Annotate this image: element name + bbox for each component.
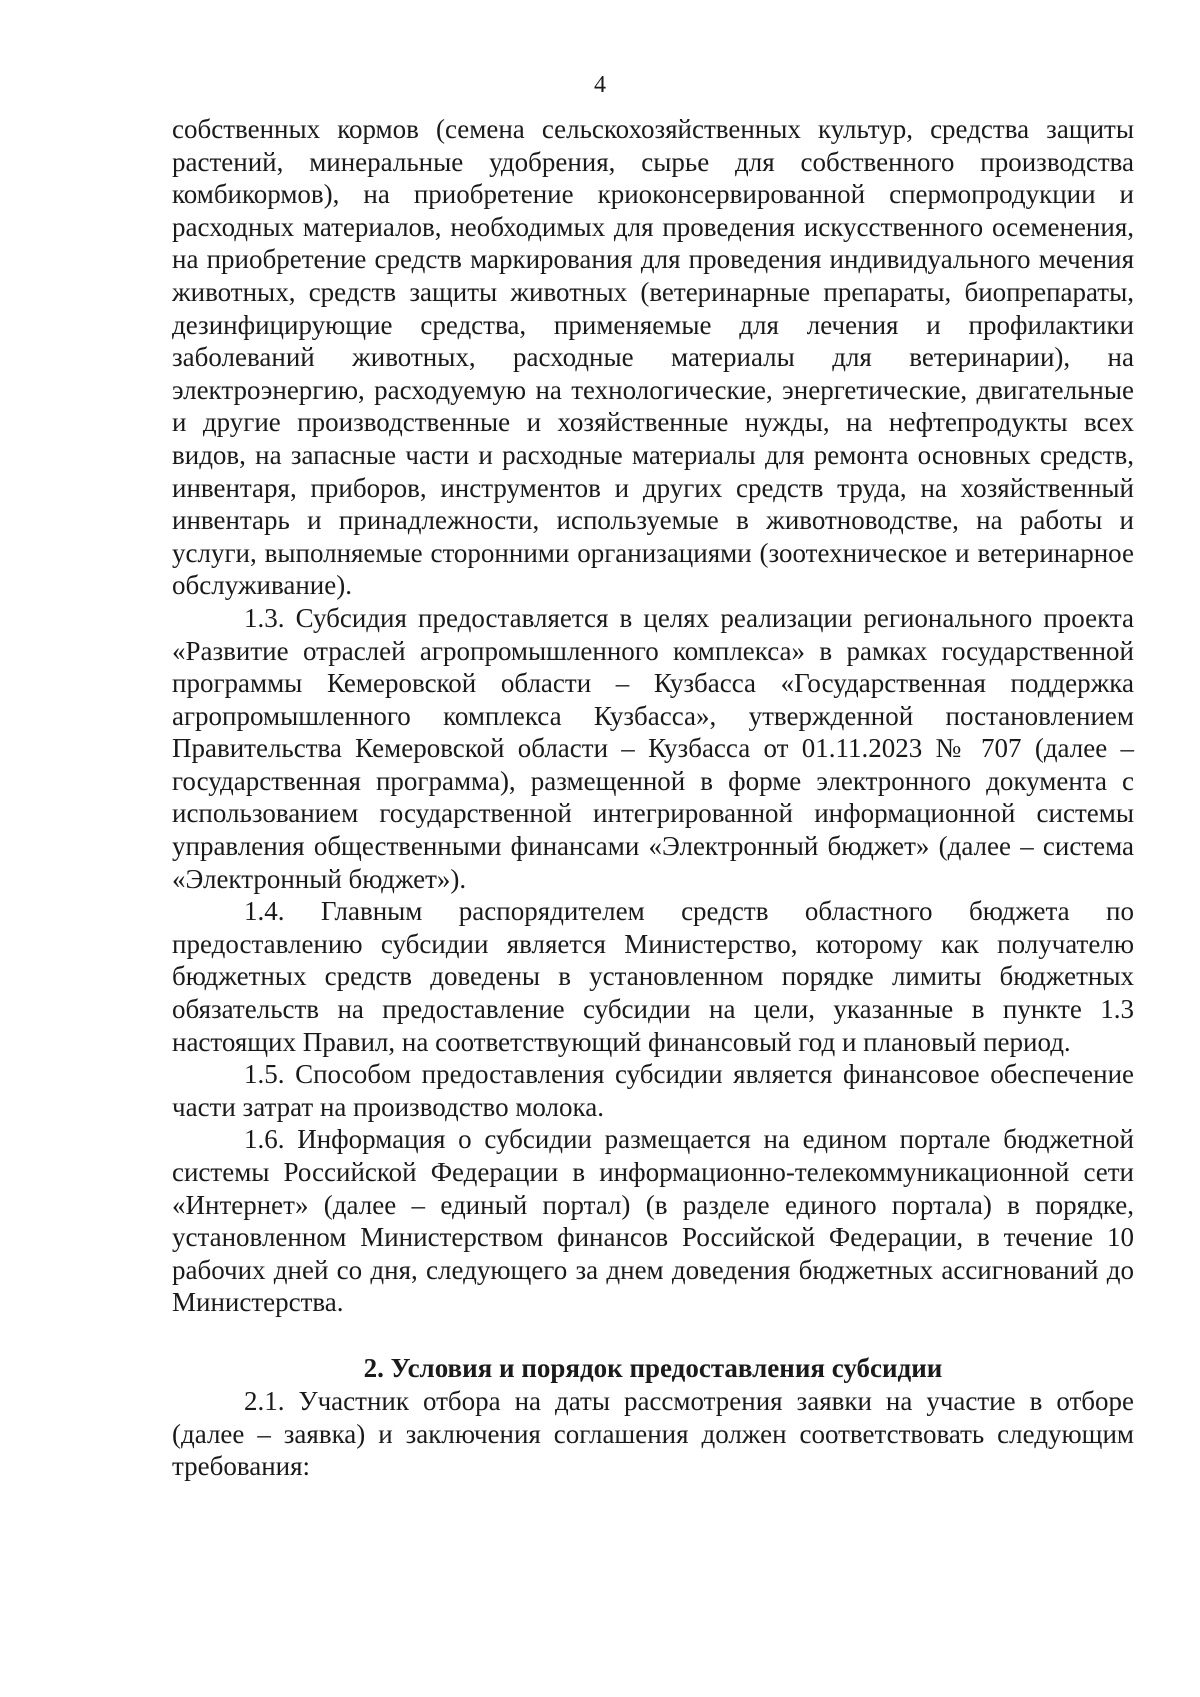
paragraph-1-6: 1.6. Информация о субсидии размещается на едином портале бюджетной системы Российской Федерации в информационно-телекоммуникационной сети «Интернет» (далее – единый портал) (в разделе единого портала) в порядке, установленном Министерством финансов Российской Федерации, в течение 10 рабочих дней со дня, следующего за днем доведения бюджетных ассигнований до Министерства.: [172, 1124, 1134, 1318]
paragraph-1-3: 1.3. Субсидия предоставляется в целях реализации регионального проекта «Развитие отраслей агропромышленного комплекса» в рамках государственной программы Кемеровской области – Кузбасса «Государственная поддержка агропромышленного комплекса Кузбасса», утвержденной постановлением Правительства Кемеровской области – Кузбасса от 01.11.2023 № 707 (далее – государственная программа), размещенной в форме электронного документа с использованием государственной интегрированной информационной системы управления общественными финансами «Электронный бюджет» (далее – система «Электронный бюджет»).: [172, 602, 1134, 894]
paragraph-continuation: собственных кормов (семена сельскохозяйственных культур, средства защиты растений, минеральные удобрения, сырье для собственного производства комбикормов), на приобретение криоконсервированной спермопродукции и расходных материалов, необходимых для проведения искусственного осеменения, на приобретение средств маркирования для проведения индивидуального мечения животных, средств защиты животных (ветеринарные препараты, биопрепараты, дезинфицирующие средства, применяемые для лечения и профилактики заболеваний животных, расходные материалы для ветеринарии), на электроэнергию, расходуемую на технологические, энергетические, двигательные и другие производственные и хозяйственные нужды, на нефтепродукты всех видов, на запасные части и расходные материалы для ремонта основных средств, инвентаря, приборов, инструментов и других средств труда, на хозяйственный инвентарь и принадлежности, используемые в животноводстве, на работы и услуги, выполняемые сторонними организациями (зоотехническое и ветеринарное обслуживание).: [172, 114, 1134, 601]
paragraph-2-1: 2.1. Участник отбора на даты рассмотрения заявки на участие в отборе (далее – заявка) и заключения соглашения должен соответствовать следующим требования:: [172, 1385, 1134, 1482]
section-heading: 2. Условия и порядок предоставления субсидии: [363, 1352, 943, 1383]
document-body: [172, 113, 1134, 1483]
page-number: 4: [594, 72, 606, 98]
paragraph-1-4: 1.4. Главным распорядителем средств областного бюджета по предоставлению субсидии является Министерство, которому как получателю бюджетных средств доведены в установленном порядке лимиты бюджетных обязательств на предоставление субсидии на цели, указанные в пункте 1.3 настоящих Правил, на соответствующий финансовый год и плановый период.: [172, 896, 1134, 1057]
paragraph-1-5: 1.5. Способом предоставления субсидии является финансовое обеспечение части затрат на производство молока.: [172, 1059, 1134, 1122]
